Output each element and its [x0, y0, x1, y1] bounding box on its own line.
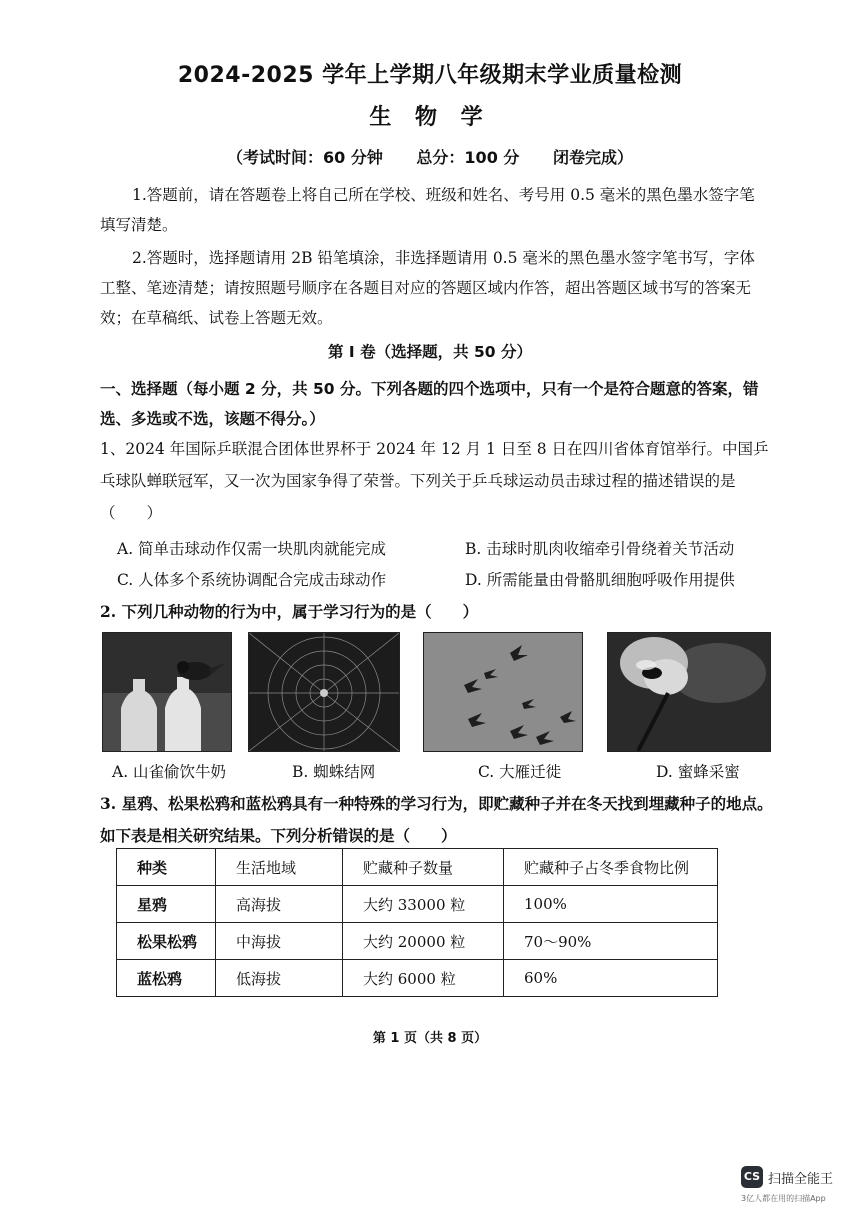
table-cell: 高海拔	[216, 886, 343, 923]
question-1-stem: 1、2024 年国际乒联混合团体世界杯于 2024 年 12 月 1 日至 8 日在四川省体育馆举行。中国乒乓球队蝉联冠军，又一次为国家争得了荣誉。下列关于乒乓球运动员击球过程的描述错误的是（ ）	[100, 440, 769, 522]
question-1-option-a: A. 简单击球动作仅需一块肌肉就能完成	[117, 540, 387, 558]
instruction-2: 2.答题时，选择题请用 2B 铅笔填涂，非选择题请用 0.5 毫米的黑色墨水签字笔书写，字体工整、笔迹清楚；请按照题号顺序在各题目对应的答题区域内作答，超出答题区域书写的答案无效；在草稿纸、试卷上答题无效。	[100, 249, 755, 327]
exam-title: 2024-2025 学年上学期八年级期末学业质量检测	[177, 63, 683, 88]
watermark-name: 扫描全能王	[768, 1172, 834, 1187]
table-cell: 星鸦	[117, 886, 216, 923]
closed-book: 闭卷完成）	[552, 148, 633, 167]
table-header: 种类	[117, 849, 216, 886]
bee-flower-photo	[607, 632, 771, 752]
table-cell: 中海拔	[216, 923, 343, 960]
question-3-stem: 3. 星鸦、松果松鸦和蓝松鸦具有一种特殊的学习行为，即贮藏种子并在冬天找到埋藏种子的地点。如下表是相关研究结果。下列分析错误的是（ ）	[100, 794, 773, 845]
table-header-row	[117, 849, 718, 886]
camscanner-logo-icon: CS	[741, 1166, 763, 1188]
table-header: 贮藏种子占冬季食物比例	[504, 849, 718, 886]
table-cell: 大约 33000 粒	[343, 886, 504, 923]
part-one-instructions: 一、选择题（每小题 2 分，共 50 分。下列各题的四个选项中，只有一个是符合题意的答案，错选、多选或不选，该题不得分。）	[100, 380, 759, 428]
table-header: 生活地域	[216, 849, 343, 886]
seed-storage-table	[116, 848, 718, 997]
table-cell: 低海拔	[216, 960, 343, 997]
geese-migration-photo	[423, 632, 583, 752]
question-2-option-a: A. 山雀偷饮牛奶	[112, 763, 227, 781]
question-2-option-c: C. 大雁迁徙	[478, 763, 562, 781]
watermark-tagline: 3亿人都在用的扫描App	[741, 1194, 826, 1203]
table-cell: 70～90%	[504, 923, 718, 960]
subject-title: 生 物 学	[369, 105, 491, 130]
spider-web-photo	[248, 632, 400, 752]
table-cell: 大约 20000 粒	[343, 923, 504, 960]
scanner-watermark	[741, 1166, 851, 1206]
question-2-stem: 2. 下列几种动物的行为中，属于学习行为的是（ ）	[100, 602, 479, 621]
table-cell: 100%	[504, 886, 718, 923]
page-number: 第 1 页（共 8 页）	[372, 1031, 488, 1046]
question-1-option-b: B. 击球时肌肉收缩牵引骨绕着关节活动	[465, 540, 735, 558]
table-cell: 蓝松鸦	[117, 960, 216, 997]
table-header: 贮藏种子数量	[343, 849, 504, 886]
total-score: 总分：100 分	[416, 148, 520, 167]
question-2-option-b: B. 蜘蛛结网	[292, 763, 376, 781]
table-cell: 松果松鸦	[117, 923, 216, 960]
instruction-1: 1.答题前，请在答题卷上将自己所在学校、班级和姓名、考号用 0.5 毫米的黑色墨水签字笔填写清楚。	[100, 186, 755, 234]
table-row	[117, 923, 718, 960]
exam-info	[0, 145, 860, 168]
tit-milk-photo	[102, 632, 232, 752]
table-row	[117, 886, 718, 923]
table-row	[117, 960, 718, 997]
question-1-option-c: C. 人体多个系统协调配合完成击球动作	[117, 571, 387, 589]
section-heading: 第 I 卷（选择题，共 50 分）	[328, 343, 532, 361]
table-cell: 大约 6000 粒	[343, 960, 504, 997]
exam-time: （考试时间：60 分钟	[227, 148, 383, 167]
question-1-option-d: D. 所需能量由骨骼肌细胞呼吸作用提供	[465, 571, 735, 589]
question-2-option-d: D. 蜜蜂采蜜	[656, 763, 740, 781]
table-cell: 60%	[504, 960, 718, 997]
